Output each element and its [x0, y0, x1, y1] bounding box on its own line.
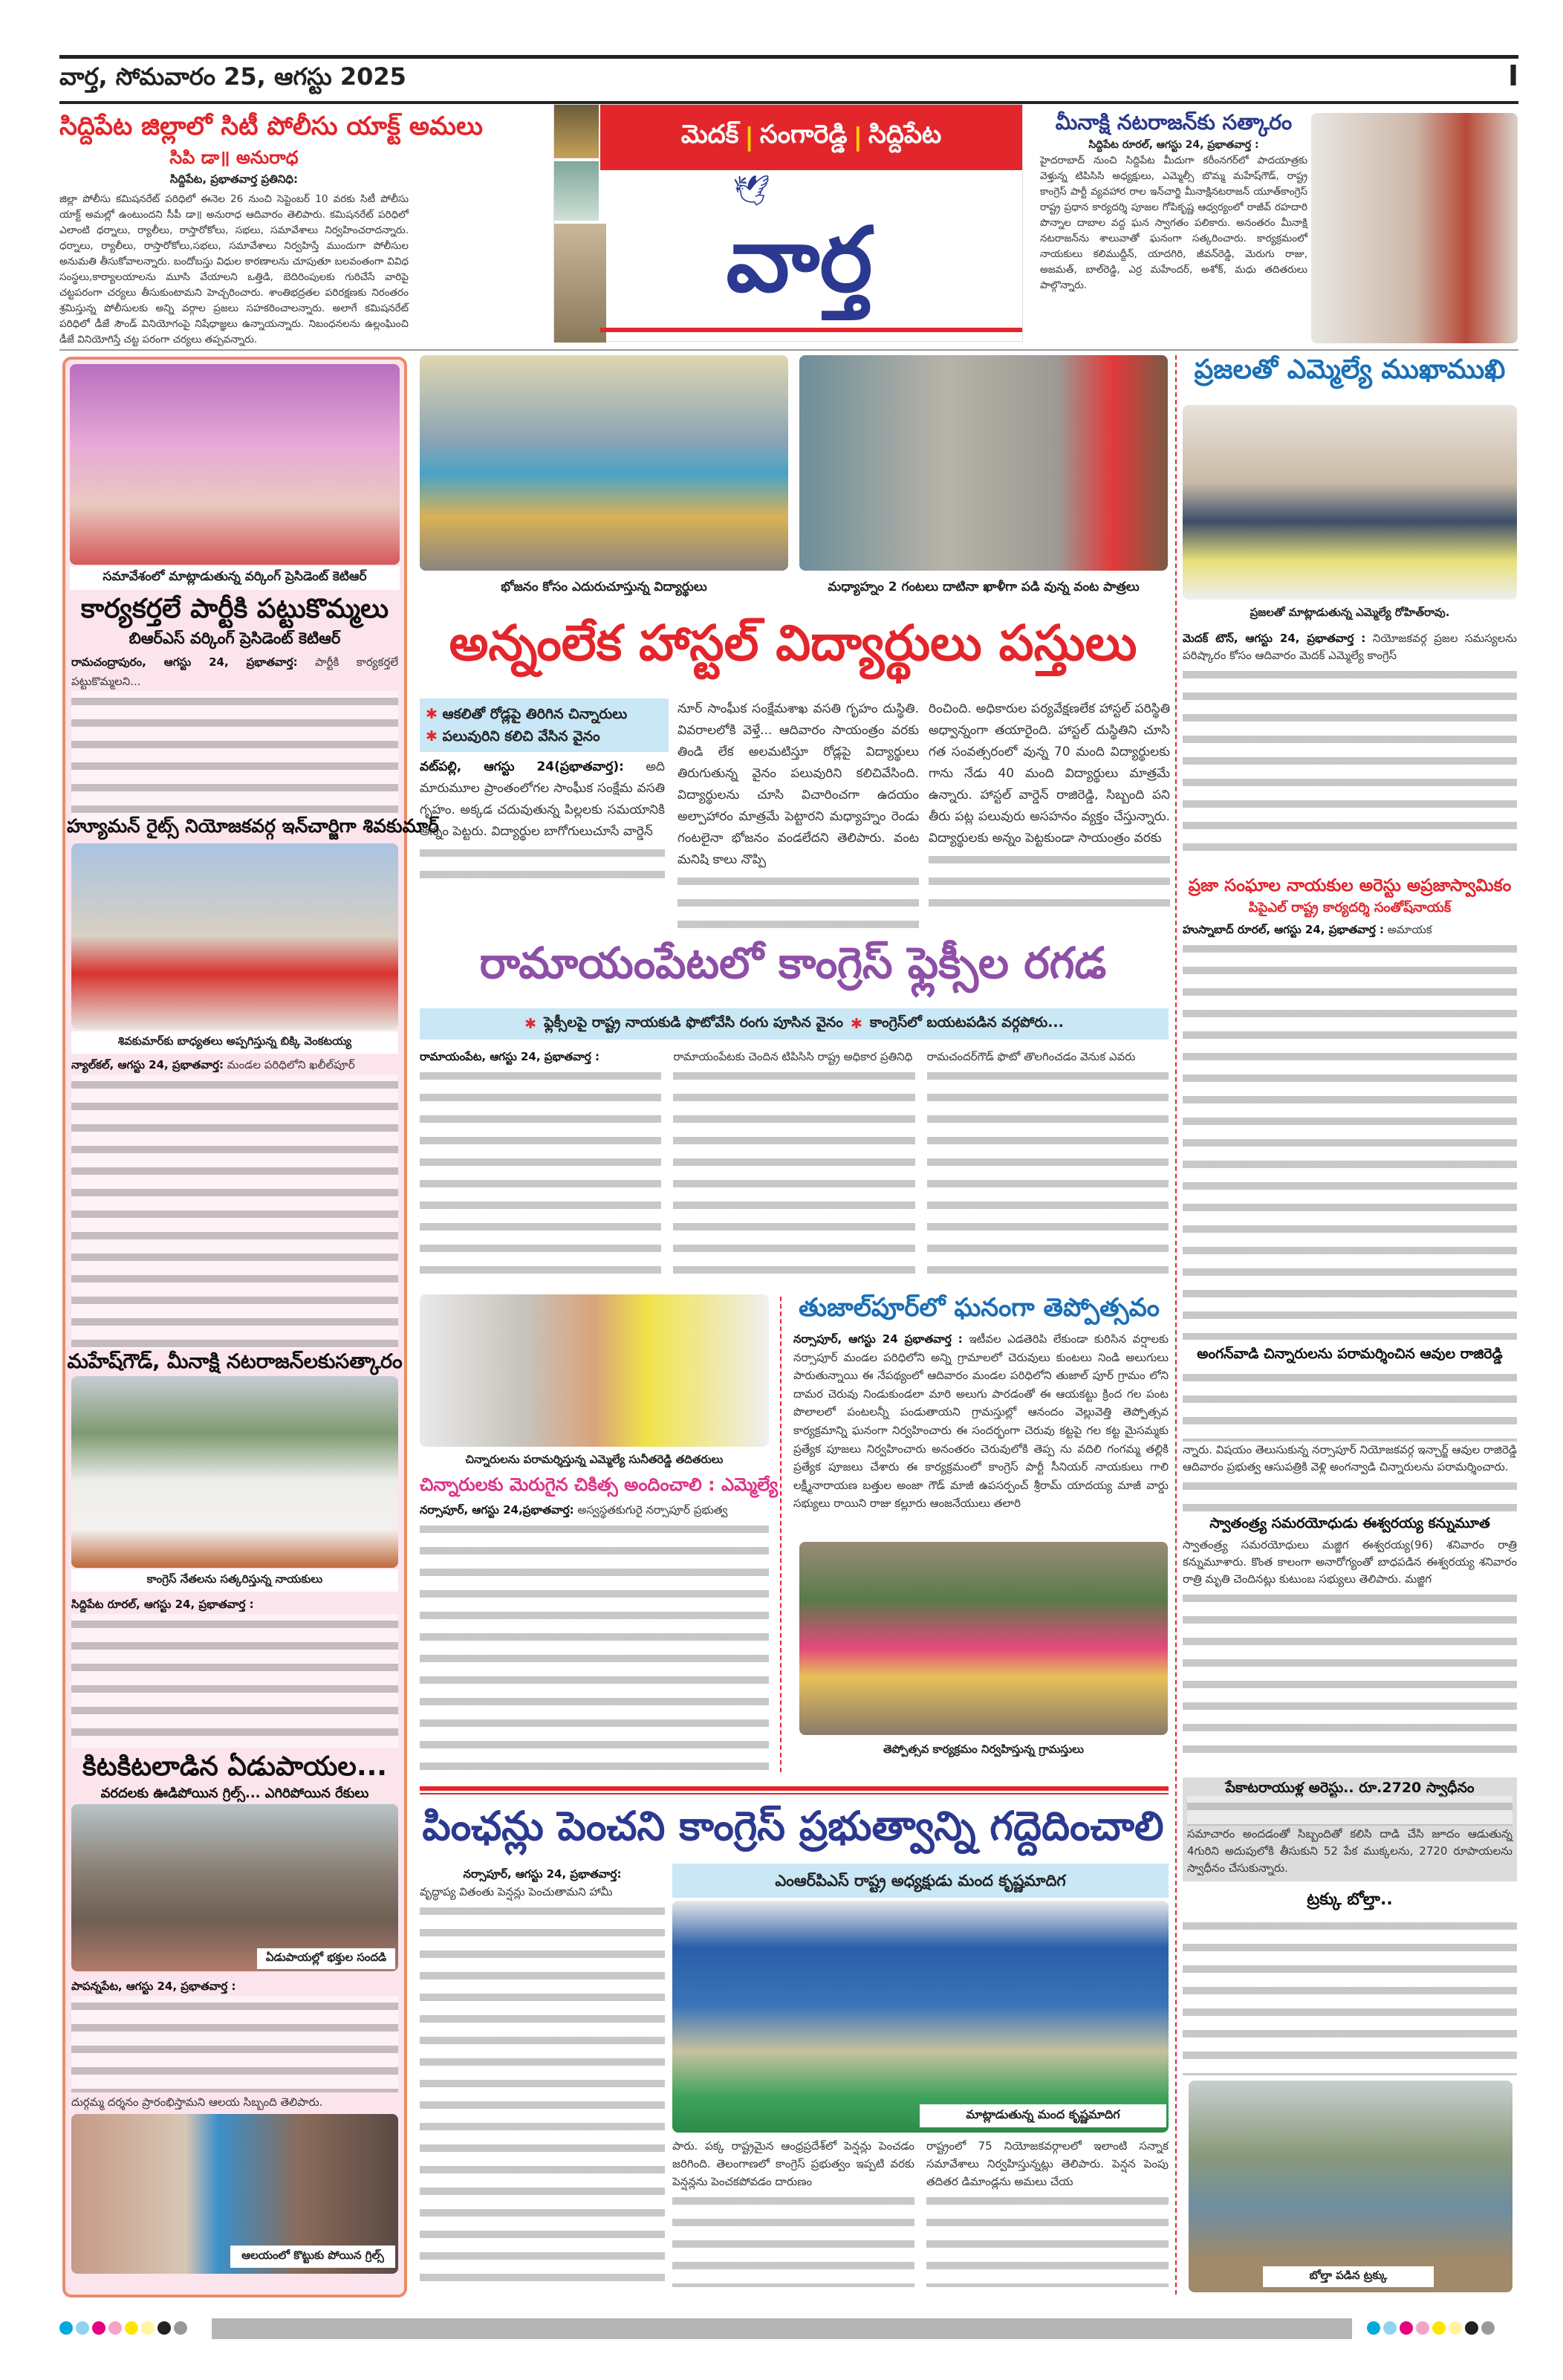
dateline: న్యాల్‌కల్, ఆగస్టు 24, ప్రభాతవార్త:: [71, 1058, 224, 1071]
kitchen-caption: మధ్యాహ్నం 2 గంటలు దాటినా ఖాళీగా పడి వున్న వంట పాత్రలు: [828, 580, 1140, 594]
highlight-item: ఫ్లెక్సీలపై రాష్ట్ర నాయకుడి ఫొటోవేసి రంగు పూసిన వైనం: [544, 1014, 843, 1031]
truck-photo: [1189, 2081, 1512, 2292]
headline-mla: ప్రజలతో ఎమ్మెల్యే ముఖాముఖి: [1194, 354, 1506, 385]
article-mahesh-body: [71, 1595, 398, 1748]
arrest-body: [1183, 921, 1517, 1340]
hostel-col-2: [677, 698, 919, 938]
dateline: రామచంద్రాపురం, ఆగస్టు 24, ప్రభాతవార్త:: [71, 655, 298, 669]
temple-photo: [554, 105, 599, 158]
headline-workers: కార్యకర్తలే పార్టీకి పట్టుకొమ్మలు: [80, 594, 389, 624]
mla-caption: ప్రజలతో మాట్లాడుతున్న ఎమ్మెల్యే రోహిత్‌రావు.: [1250, 606, 1450, 619]
article-edupayala-body: [71, 1977, 398, 2112]
gambling-box: [1183, 1777, 1517, 1881]
body-text: అస్వస్థతకుగురై నర్సాపూర్ ప్రభుత్వ: [577, 1503, 728, 1517]
headline-flex: రామాయంపేటలో కాంగ్రెస్ ఫ్లెక్సీల రగడ: [479, 938, 1107, 988]
body-text: అది మారుమూల ప్రాంతంలోగల సాంఘీక సంక్షేమ వసతి గృహం. అక్కడ చదువుతున్న పిల్లలకు సమయానికి అన్నం పెట్టరు. విద్యార్థుల బాగోగులుచూసే వార్డెన్: [420, 759, 666, 839]
headline-hospital: చిన్నారులకు మెరుగైన చికిత్స అందించాలి : ఎమ్మెల్యే: [420, 1474, 779, 1495]
body-text: రాష్ట్రంలో 75 నియోజకవర్గాలలో ఇలాంటి సన్నాక సమావేశాలు నిర్వహిస్తున్నట్లు తెలిపారు. పెన్షన పెంపు తదితర డిమాండ్లను అమలు చేయ: [926, 2139, 1169, 2188]
anganwadi-body: [1183, 1367, 1517, 1520]
body-text-lines: [71, 1614, 398, 1748]
body-text: సమాచారం అందడంతో సిబ్బందితో కలిసి దాడి చేసి జూదం ఆడుతున్న 4గురిని అదుపులోకి తీసుకుని 52 పేక ముక్కలను, 2720 రూపాయలను స్వాధీనం చేసుకున్నారు.: [1187, 1826, 1512, 1875]
hostel-col-3: [929, 698, 1170, 916]
hospital-photo: [420, 1294, 769, 1447]
body-text-lines: [71, 691, 398, 825]
congress-leaders-photo: [71, 1376, 398, 1568]
hostel-highlights: [420, 698, 669, 752]
footer-gray-bar: [212, 2318, 1352, 2339]
temple-grills-caption: ఆలయంలో కొట్టుకు పోయిన గ్రిల్స్: [230, 2246, 395, 2268]
manda-krishna-caption: మాట్లాడుతున్న మంద కృష్ణమాదిగ: [920, 2104, 1166, 2127]
region-sangareddy: సంగారెడ్డి: [759, 120, 848, 149]
dateline: సిద్దిపేట రూరల్, ఆగస్టు 24, ప్రభాతవార్త :: [71, 1598, 254, 1611]
page-number: I: [1508, 59, 1519, 92]
dateline: సిద్దిపేట రూరల్, ఆగస్టు 24, ప్రభాతవార్త :: [1088, 138, 1259, 151]
subheadline-grills: వరదలకు ఊడిపోయిన గ్రిల్స్... ఎగిరిపోయిన రేకులు: [100, 1786, 369, 1801]
flex-body: [420, 1048, 1169, 1281]
teppotsavam-caption: తెప్పోత్సవ కార్యక్రమం నిర్వహిస్తున్న గ్రామస్తులు: [883, 1742, 1084, 1756]
color-registration-left: [59, 2321, 190, 2338]
red-rule-thin: [420, 1793, 1169, 1794]
headline-gambling: పేకాటరాయుళ్ల అరెస్టు.. రూ.2720 స్వాధీనం: [1225, 1780, 1475, 1796]
headline-arrest: ప్రజా సంఘాల నాయకుల అరెస్టు అప్రజాస్వామికం: [1188, 876, 1512, 895]
kitchen-photo: [799, 355, 1168, 571]
body-text: పార్టీకి కార్యకర్తలే పట్టుకొమ్మలని...: [71, 655, 398, 688]
article-human-rights-body: [71, 1055, 398, 1349]
asterisk-icon: ✱: [426, 706, 443, 722]
ktr-photo: [70, 364, 400, 565]
dove-icon: 🕊: [732, 174, 770, 208]
article-meenakshi: [1040, 111, 1307, 294]
body-text: పారు. పక్క రాష్ట్రమైన ఆంధ్రప్రదేశ్‌లో పెన్షన్లు పెంచడం జరిగింది. తెలంగాణలో కాంగ్రెస్ ప్రభుత్వం ఇప్పటి వరకు పెన్షన్లను పెంచకపోవడం దారుణం: [672, 2139, 914, 2188]
article-body: హైదరాబాద్ నుంచి సిద్దిపేట మీదుగా కరీంనగర్‌లో పాదయాత్రకు వెళ్తున్న టిపిసిసి అధ్యక్షులు, ఎమ్మెల్సీ బొమ్మ మహేష్‌గౌడ్, రాష్ట్ర కాంగ్రెస్ పార్టీ వ్యవహార రాల ఇన్‌చార్జి మీనాక్షినటరాజన్ యూత్‌కాంగ్రెస్ రాష్ట్ర ప్రధాన కార్యదర్శి పూజల గోపికృష్ణ ఆధ్వర్యంలో రాజీవ్ రహదారి పొన్నాల దాబాల వద్ద ఘన స్వాగతం పలికారు. అనంతరం మీనాక్షి నటరాజన్‌ను శాలువాతో ఘనంగా సత్కరించారు. కార్యక్రమంలో నాయకులు కలిముద్దీన్, యాదగిరి, జీవన్‌రెడ్డి, మెరుగు రాజు, అజమత్, బాల్‌రెడ్డి, ఎర్ర మహేందర్, అశోక్, మధు తదితరులు పాల్గొన్నారు.: [1040, 154, 1307, 291]
body-text: రామాయంపేటకు చెందిన టిపిసిసి రాష్ట్ర అధికార ప్రతినిధి: [673, 1050, 913, 1063]
dateline: నర్సాపూర్, ఆగస్టు 24 ప్రభాతవార్త :: [793, 1332, 963, 1346]
headline: సిద్దిపేట జిల్లాలో సిటీ పోలీసు యాక్ట్ అమలు: [59, 111, 483, 141]
manda-krishna-photo: [672, 1901, 1169, 2133]
section-rule: [59, 349, 1518, 351]
devotees-caption: ఏడుపాయల్లో భక్తుల సందడి: [257, 1948, 395, 1969]
body-text-lines: [71, 1996, 398, 2092]
teppotsavam-body: [793, 1330, 1169, 1513]
congress-leaders-caption: కాంగ్రెస్ నేతలను సత్కరిస్తున్న నాయకులు: [71, 1569, 398, 1592]
headline-human-rights: హ్యూమన్ రైట్స్ నియోజకవర్గ ఇన్‌చార్జిగా శివకుమార్: [67, 815, 439, 837]
highlight-item: ✱ పలువురిని కలిచి వేసిన వైనం: [426, 728, 600, 745]
article-workers-body: [71, 652, 398, 825]
body-text: వృద్ధాప్య వితంతు పెన్షన్లు పెంచుతామని హామీ: [420, 1885, 613, 1899]
headline-pension: పింఛన్లు పెంచని కాంగ్రెస్ ప్రభుత్వాన్ని గద్దెదించాలి: [422, 1803, 1164, 1849]
column-divider: [780, 1297, 782, 1772]
truck-caption: బోల్తా పడిన ట్రక్కు: [1263, 2266, 1434, 2287]
pension-col-1: [420, 1865, 665, 2287]
asterisk-icon: ✱: [850, 1016, 862, 1032]
dateline: మెదక్ టౌన్, ఆగస్టు 24, ప్రభాతవార్త :: [1183, 632, 1366, 645]
date-line: వార్త, సోమవారం 25, ఆగస్టు 2025: [59, 62, 406, 91]
ktr-photo-caption: సమావేశంలో మాట్లాడుతున్న వర్కింగ్ ప్రెసిడెంట్ కెటిఆర్: [70, 566, 400, 590]
headline-freedom-fighter: స్వాతంత్ర్య సమరయోధుడు ఈశ్వరయ్య కన్నుమూత: [1209, 1515, 1490, 1531]
dateline: సిద్దిపేట, ప్రభాతవార్త ప్రతినిధి:: [169, 172, 299, 186]
headline-mahesh-goud: మహేష్‌గౌడ్, మీనాక్షి నటరాజన్‌లకుసత్కారం: [67, 1350, 403, 1373]
top-rule: [59, 55, 1518, 59]
mla-body: [1183, 630, 1517, 865]
hostel-col-1: [420, 756, 665, 887]
highlight-item: ✱ ఆకలితో రోడ్లపై తిరిగిన చిన్నారులు: [426, 706, 628, 722]
headline-edupayala: కిటకిటలాడిన ఏడుపాయల...: [82, 1751, 387, 1782]
subheadline-ktr: బిఆర్‌ఎస్ వర్కింగ్ ప్రెసిడెంట్ కెటిఆర్: [129, 629, 341, 647]
subheadline-santosh: పిపైఎల్ రాష్ట్ర కార్యదర్శి సంతోష్‌నాయక్: [1248, 900, 1452, 915]
asterisk-icon: ✱: [426, 728, 443, 745]
headline-anganwadi: అంగన్‌వాడి చిన్నారులను పరామర్శించిన ఆవుల రాజిరెడ్డి: [1197, 1346, 1503, 1362]
body-text-lines: [71, 1074, 398, 1349]
body-text: రించింది. అధికారుల పర్యవేక్షణలేక హాస్టల్ పరిస్థితి అధ్వాన్నంగా తయారైంది. హాస్టల్ దుస్థితిని చూసి గత సంవత్సరంలో వున్న 70 మంది విద్యార్థులకు గాను నేడు 40 మంది విద్యార్థులు మాత్రమే ఉన్నారు. హాస్టల్ వార్డెన్ రాజిరెడ్డి, సిబ్బంది పని తీరు పట్ల పలువురు అసహనం వ్యక్తం చేస్తున్నారు. విద్యార్థులకు అన్నం పెట్టకుండా సాయంత్రం వరకు: [929, 701, 1170, 846]
headline-hostel: అన్నంలేక హాస్టల్ విద్యార్థులు పస్తులు: [449, 615, 1137, 672]
shivakumar-photo: [71, 843, 398, 1029]
headline-truck: ట్రక్కు బోల్తా..: [1307, 1890, 1393, 1909]
headline-teppotsavam: తుజాల్‌పూర్‌లో ఘనంగా తెప్పోత్సవం: [798, 1293, 1160, 1323]
dateline: పాపన్నపేట, ఆగస్టు 24, ప్రభాతవార్త :: [71, 1979, 236, 1993]
region-medak: మెదక్: [680, 120, 739, 149]
headline: మీనాక్షి నటరాజన్‌కు సత్కారం: [1055, 110, 1293, 134]
highlight-item: కాంగ్రెస్‌లో బయటపడిన వర్గపోరు...: [869, 1014, 1064, 1031]
asterisk-icon: ✱: [524, 1016, 537, 1032]
pension-band: ఎంఆర్‌పిఎస్ రాష్ట్ర అధ్యక్షుడు మంద కృష్ణమాదిగ: [672, 1864, 1169, 1898]
body-text: స్వాతంత్ర్య సమరయోధులు మజ్జిగ ఈశ్వరయ్య(96) శనివారం రాత్రి కన్నుమూశారు. కొంత కాలంగా అనారోగ్యంతో బాధపడిన ఈశ్వరయ్య శనివారం రాత్రి మృతి చెందినట్లు కుటుంబ సభ్యులు తెలిపారు. మజ్జిగ: [1183, 1538, 1517, 1586]
body-text: నూర్ సాంఘీక సంక్షేమశాఖ వసతి గృహం దుస్థితి. వివరాలలోకి వెళ్తే... ఆదివారం సాయంత్రం వరకు తిండి లేక అలమటిస్తూ రోడ్లపై విద్యార్థులు తిరుగుతున్న వైనం పలువురిని కలిచివేసింది. విద్యార్థులను చూసి విచారించగా ఉదయం అల్పాహారం మాత్రమే పెట్టారని మధ్యాహ్నం రెండు గంటలైనా భోజనం వండలేదని తెలిపారు. వంట మనిషి కాలు నొప్పి: [677, 701, 919, 867]
dateline: నర్సాపూర్, ఆగస్టు 24, ప్రభాతవార్త:: [463, 1867, 622, 1881]
fountain-photo: [554, 161, 599, 221]
logo-vaartha: వార్త: [726, 209, 873, 312]
body-text: మండల పరిధిలోని ఖలీల్‌పూర్: [227, 1058, 355, 1071]
red-rule: [420, 1786, 1169, 1791]
freedom-fighter-body: [1183, 1537, 1517, 1759]
body-text: ఇటీవల ఎడతెరిపి లేకుండా కురిసిన వర్షాలకు నర్సాపూర్ మండల పరిధిలోని అన్ని గ్రామాలలో చెరువులు కుంటలు నిండి అలుగులు పారుతున్నాయి ఈ నేపథ్యంలో ఆదివారం మండల పరిధిలోని తుజాల్ పూర్ గ్రామం లోని దామర చెరువు నిండుకుండలా మారి అలుగు పారడంతో ఈ ఆయకట్టు క్రింద గల పంట పొలాలలో పంటలన్నీ పండుతాయని గ్రామస్తుల్లో ఆనందం వెల్లువెత్తి తెప్పోత్సవ కార్యక్రమాన్ని ఘనంగా నిర్వహించారు ఈ సందర్భంగా చెరువు కట్టపై గల కట్ట మైసమ్మకు ప్రత్యేక పూజలు నిర్వహించారు అనంతరం చెరువులోకి తెప్ప ను వదిలి గంగమ్మ తల్లికి ప్రత్యేక పూజలు చేశారు ఈ కార్యక్రమంలో కాంగ్రెస్ పార్టీ సీనియర్ నాయకులు గాలి లక్ష్మీనారాయణ బత్తుల అంజా గౌడ్ మాజీ ఉపసర్పంచ్ శ్రీరామ్ యాదయ్య మాజీ వార్డు సభ్యులు రాయిని రాజు కల్లూరు ఆంజనేయులు తలారి: [793, 1332, 1169, 1511]
students-photo: [420, 355, 788, 571]
color-registration-right: [1367, 2321, 1498, 2338]
truck-body-lines: [1183, 1916, 1517, 2075]
students-caption: భోజనం కోసం ఎదురుచూస్తున్న విద్యార్థులు: [501, 580, 707, 594]
devotees-photo: [71, 1804, 398, 1971]
body-text: అమాయక: [1387, 923, 1432, 936]
flex-highlights: [420, 1008, 1169, 1040]
masthead: [553, 104, 1023, 342]
subheadline: సిపి డా॥ అనురాధ: [169, 147, 299, 169]
article-body: జిల్లా పోలీసు కమిషనరేట్ పరిధిలో ఈనెల 26 నుంచి సెప్టెంబర్ 10 వరకు సిటీ పోలీసు యాక్ట్ అమల్లో ఉంటుందని సీపీ డా॥ అనురాధ ఆదివారం తెలిపారు. కమిషనరేట్ పరిధిలో ఎలాంటి ధర్నాలు, ర్యాలీలు, రాస్తారోకోలు, సభలు, సమావేశాలు నిర్వహించరాదన్నారు. ధర్నాలు, ర్యాలీలు, రాస్తారోకోలు,సభలు, సమావేశాలు నిర్వహిస్తే ముందుగా పోలీసుల అనుమతి తీసుకోవాలన్నారు. బందోబస్తు విధుల కారణాలను చూపుతూ బలవంతంగా వివిధ సంస్థలు,కార్యాలయాలను మూసి వేయాలని ఒత్తిడి, బెదిరింపులకు గురిచేసే వారిపై చట్టపరంగా చర్యలు తీసుకుంటామని హెచ్చరించారు. శాంతిభద్రతల పరిరక్షణకు నిరంతరం శ్రమిస్తున్న పోలీసులకు అన్ని వర్గాల ప్రజలు సహకరించాలన్నారు. అలాగే కమిషనరేట్ పరిధిలో డీజే సౌండ్ వినియోగంపై నిషేధాజ్ఞలు ఉన్నాయన్నారు. నిబంధనలను ఉల్లంఘించి డీజే వినియోగిస్తే చట్ట పరంగా చర్యలు తప్పవన్నారు.: [59, 192, 409, 346]
region-siddipet: సిద్దిపేట: [868, 120, 942, 149]
shivakumar-photo-caption: శివకుమార్‌కు బాధ్యతలు అప్పగిస్తున్న బిక్కి వెంకటయ్య: [71, 1031, 398, 1054]
dateline: నర్సాపూర్, ఆగస్టు 24,ప్రభాతవార్త:: [420, 1503, 574, 1517]
meenakshi-photo: [1311, 113, 1518, 343]
pension-body: [672, 2137, 1169, 2287]
dateline: హుస్నాబాద్ రూరల్, ఆగస్టు 24, ప్రభాతవార్త :: [1183, 923, 1384, 936]
mla-photo: [1183, 405, 1517, 600]
body-text: న్నారు. విషయం తెలుసుకున్న నర్సాపూర్ నియోజకవర్గ ఇన్చార్జ్ ఆవుల రాజిరెడ్డి ఆదివారం ప్రభుత్వ ఆసుపత్రికి వెళ్లి అంగన్వాడి చిన్నారులను పరామర్శించారు.: [1183, 1443, 1517, 1473]
teppotsavam-photo: [799, 1542, 1168, 1735]
hospital-body: [420, 1501, 769, 1779]
hospital-caption: చిన్నారులను పరామర్శిస్తున్న ఎమ్మెల్యే సునీతరెడ్డి తదితరులు: [465, 1453, 724, 1466]
dateline: వట్‌పల్లి, ఆగస్టు 24(ప్రభాతవార్త):: [420, 759, 624, 774]
right-column-divider: [1175, 355, 1177, 2295]
church-photo: [554, 224, 606, 343]
article-city-police-act: [59, 111, 483, 348]
dateline: రామాయంపేట, ఆగస్టు 24, ప్రభాతవార్త :: [420, 1050, 600, 1063]
body-text: రామచందర్‌గౌడ్ ఫొటో తొలగించడం వెనుక ఎవరు: [926, 1050, 1136, 1063]
region-band: మెదక్ | సంగారెడ్డి | సిద్దిపేట: [600, 105, 1022, 170]
body-text: దుర్గమ్మ దర్శనం ప్రారంభిస్తామని ఆలయ సిబ్బంది తెలిపారు.: [71, 2095, 323, 2109]
masthead-underline: [600, 328, 1022, 332]
body-text: నియోజకవర్గ ప్రజల సమస్యలను పరిష్కారం కోసం ఆదివారం మెదక్ ఎమ్మెల్యే కాంగ్రెస్: [1183, 632, 1517, 662]
